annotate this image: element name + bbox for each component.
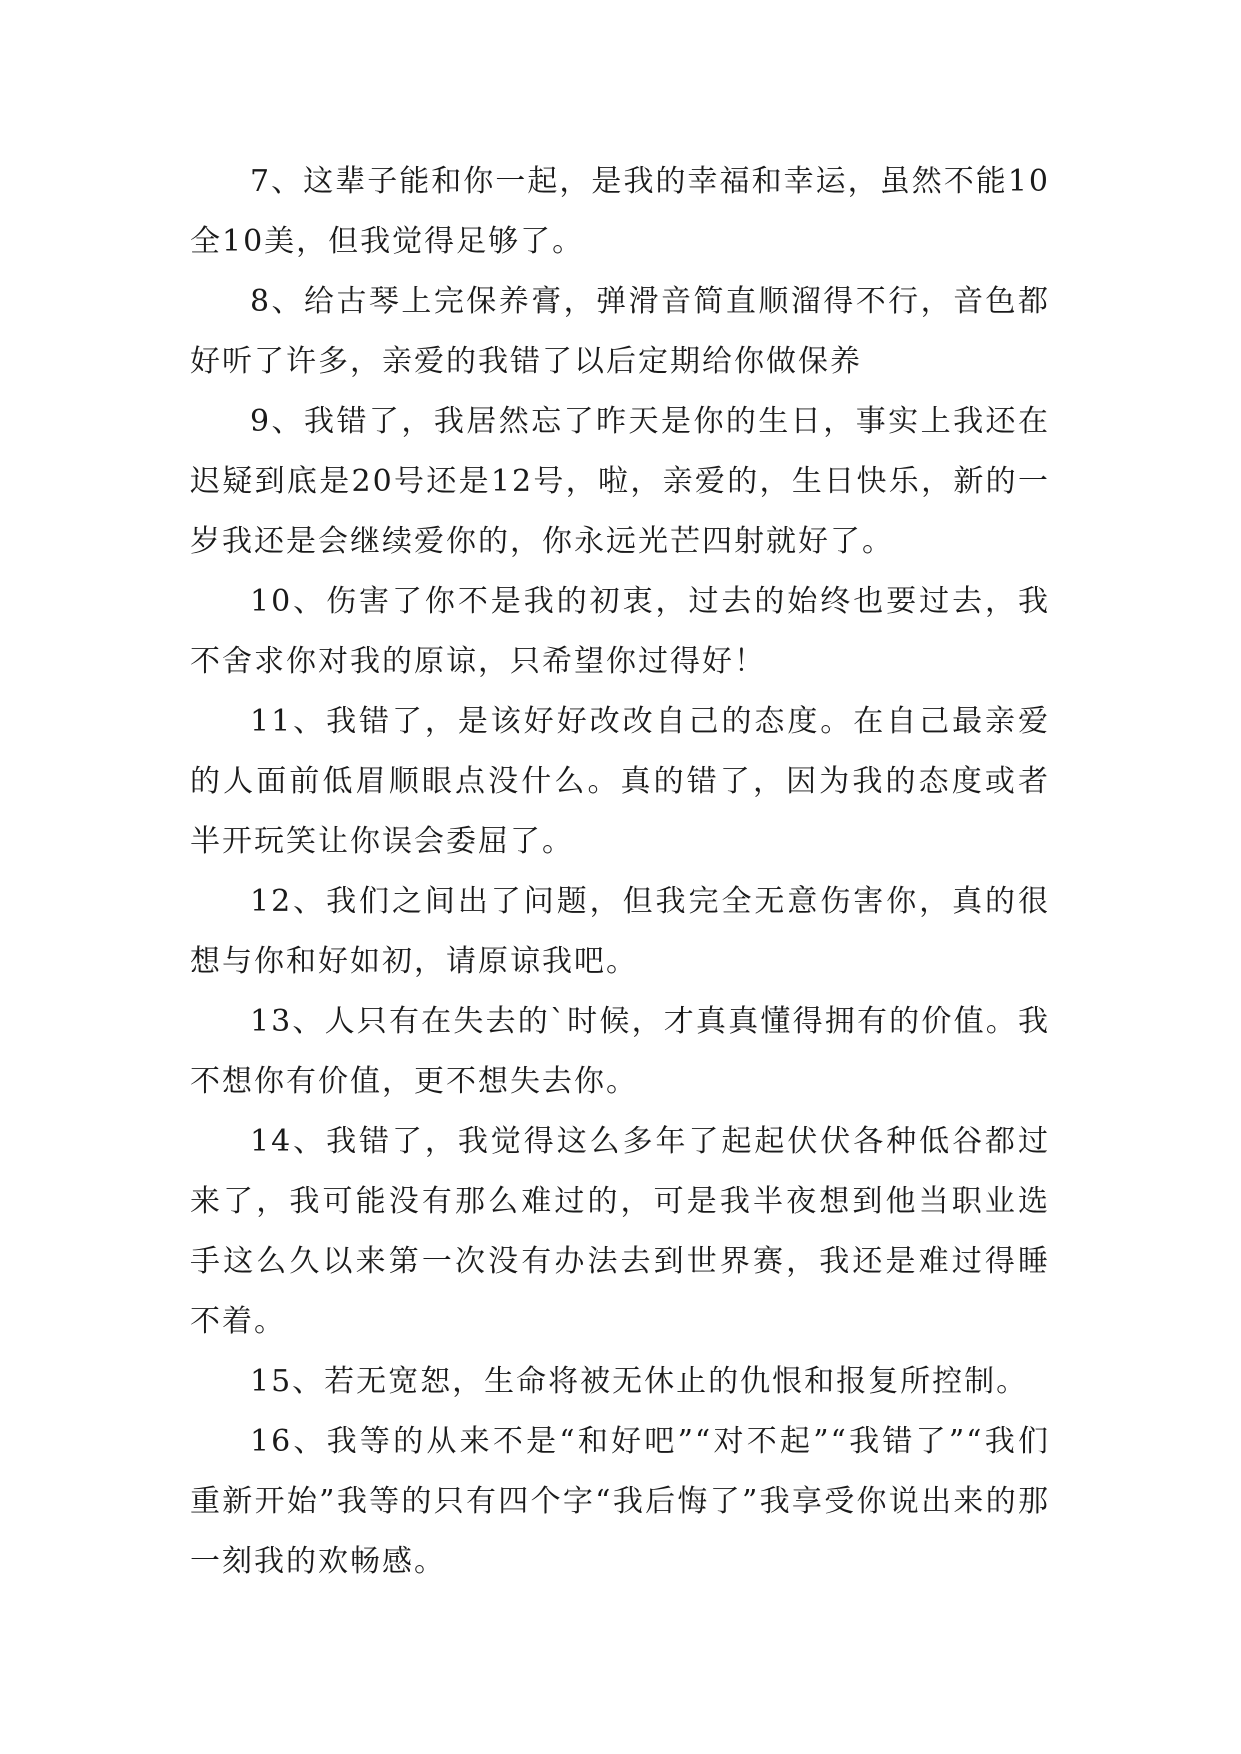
paragraph-13: 13、人只有在失去的`时候，才真真懂得拥有的价值。我不想你有价值，更不想失去你。 <box>190 1004 1050 1099</box>
paragraph-16: 16、我等的从来不是“和好吧”“对不起”“我错了”“我们重新开始”我等的只有四个字“我后悔了”我享受你说出来的那一刻我的欢畅感。 <box>190 1424 1050 1579</box>
paragraph-10: 10、伤害了你不是我的初衷，过去的始终也要过去，我不舍求你对我的原谅，只希望你过得好！ <box>190 584 1050 679</box>
paragraph-8: 8、给古琴上完保养膏，弹滑音简直顺溜得不行，音色都好听了许多，亲爱的我错了以后定期给你做保养 <box>190 284 1050 379</box>
paragraph-14: 14、我错了，我觉得这么多年了起起伏伏各种低谷都过来了，我可能没有那么难过的，可是我半夜想到他当职业选手这么久以来第一次没有办法去到世界赛，我还是难过得睡不着。 <box>190 1124 1050 1339</box>
document-body <box>190 152 1050 1592</box>
paragraph-12: 12、我们之间出了问题，但我完全无意伤害你，真的很想与你和好如初，请原谅我吧。 <box>190 884 1050 979</box>
paragraph-15: 15、若无宽恕，生命将被无休止的仇恨和报复所控制。 <box>250 1364 1029 1399</box>
paragraph-7: 7、这辈子能和你一起，是我的幸福和幸运，虽然不能10全10美，但我觉得足够了。 <box>190 164 1050 259</box>
paragraph-11: 11、我错了，是该好好改改自己的态度。在自己最亲爱的人面前低眉顺眼点没什么。真的错了，因为我的态度或者半开玩笑让你误会委屈了。 <box>190 704 1050 859</box>
paragraph-9: 9、我错了，我居然忘了昨天是你的生日，事实上我还在迟疑到底是20号还是12号，啦，亲爱的，生日快乐，新的一岁我还是会继续爱你的，你永远光芒四射就好了。 <box>190 404 1050 559</box>
